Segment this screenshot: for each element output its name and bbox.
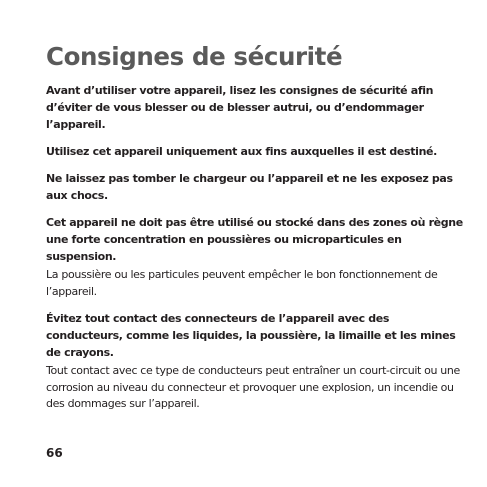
page-number: 66 — [46, 446, 63, 460]
safety-rule-no-drop: Ne laissez pas tomber le chargeur ou l’appareil et ne les exposez pas aux chocs. — [46, 172, 453, 202]
safety-intro: Avant d’utiliser votre appareil, lisez les consignes de sécurité afin d’éviter de vous blesser ou de blesser autrui, ou d’endommager l’appareil. — [46, 84, 434, 131]
safety-rule-intended-use: Utilisez cet appareil uniquement aux fins auxquelles il est destiné. — [46, 145, 437, 158]
document-page — [46, 42, 466, 413]
safety-rule-dust-detail: La poussière ou les particules peuvent empêcher le bon fonctionnement de l’appareil. — [46, 268, 438, 298]
safety-rule-connectors-heading: Évitez tout contact des connecteurs de l’appareil avec des conducteurs, comme les liquides, la poussière, la limaille et les mines de crayons. — [46, 312, 456, 359]
safety-rule-dust-heading: Cet appareil ne doit pas être utilisé ou stocké dans des zones où règne une forte concentration en poussières ou microparticules en suspension. — [46, 216, 463, 263]
safety-rule-connectors-detail: Tout contact avec ce type de conducteurs peut entraîner un court-circuit ou une corrosion au niveau du connecteur et provoquer une explosion, un incendie ou des dommages sur l’appareil. — [46, 364, 460, 410]
page-title: Consignes de sécurité — [46, 42, 343, 71]
